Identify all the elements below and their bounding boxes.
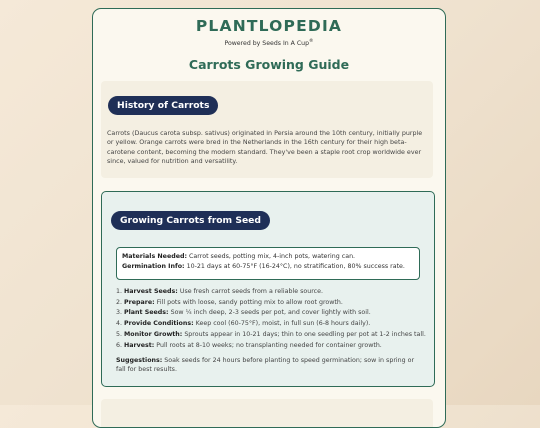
step-text: Sprouts appear in 10-21 days; thin to one seedling per pot at 1-2 inches tall. (182, 330, 426, 338)
step-number: 3. (116, 309, 125, 317)
history-text: Carrots (Daucus carota subsp. sativus) originated in Persia around the 10th century, initially purple or yellow. Orange carrots were bred in the Netherlands in the 16th century for their high beta-carotene content, becoming the modern standard. They've been a staple root crop worldwide ever since, valued for nutrition and versatility. (107, 130, 423, 165)
page-title: Carrots Growing Guide (188, 57, 350, 72)
materials-label: Materials Needed: (122, 253, 188, 260)
step-label: Harvest Seeds: (124, 288, 178, 295)
step-item (116, 319, 426, 330)
tagline (93, 39, 445, 47)
history-heading: History of Carrots (108, 96, 218, 115)
step-label: Monitor Growth: (124, 330, 183, 338)
step-item (116, 341, 426, 352)
materials-value: Carrot seeds, potting mix, 4-inch pots, watering can. (187, 253, 356, 260)
step-number: 2. (116, 298, 125, 306)
step-text: Use fresh carrot seeds from a reliable source. (177, 288, 324, 295)
registered-mark: ® (309, 39, 314, 44)
germination-value: 10-21 days at 60-75°F (16-24°C), no stratification, 80% success rate. (184, 263, 405, 270)
materials-line (122, 252, 414, 262)
guide-card (92, 8, 446, 428)
step-text: Keep cool (60-75°F), moist, in full sun (6-8 hours daily). (193, 320, 371, 328)
step-text: Sow ¼ inch deep, 2-3 seeds per pot, and cover lightly with soil. (168, 309, 371, 317)
step-item (116, 287, 426, 298)
history-section (101, 81, 433, 178)
brand-logo-text: PLANTLOPEDIA (195, 17, 343, 35)
steps-list (116, 287, 426, 351)
suggestions-value: Soak seeds for 24 hours before planting to speed germination; sow in spring or fall for best results. (116, 357, 415, 374)
suggestions-label: Suggestions: (116, 357, 163, 364)
germination-line (122, 262, 414, 272)
step-label: Provide Conditions: (124, 320, 194, 328)
step-item (116, 330, 426, 341)
suggestions (116, 356, 422, 375)
step-label: Harvest: (124, 341, 155, 349)
tagline-text: Powered by Seeds In A Cup (224, 40, 310, 48)
step-number: 1. (116, 288, 125, 295)
step-number: 6. (116, 341, 125, 349)
growing-section (101, 191, 435, 387)
growing-heading: Growing Carrots from Seed (111, 211, 270, 230)
step-item (116, 298, 426, 309)
step-label: Plant Seeds: (124, 309, 169, 317)
step-number: 4. (116, 320, 125, 328)
info-box (116, 247, 420, 280)
step-text: Fill pots with loose, sandy potting mix to allow root growth. (154, 298, 343, 306)
step-text: Pull roots at 8-10 weeks; no transplanting needed for container growth. (154, 341, 382, 349)
step-item (116, 308, 426, 319)
next-section-partial (101, 399, 433, 428)
step-number: 5. (116, 330, 125, 338)
germination-label: Germination Info: (122, 263, 185, 270)
step-label: Prepare: (124, 298, 155, 306)
